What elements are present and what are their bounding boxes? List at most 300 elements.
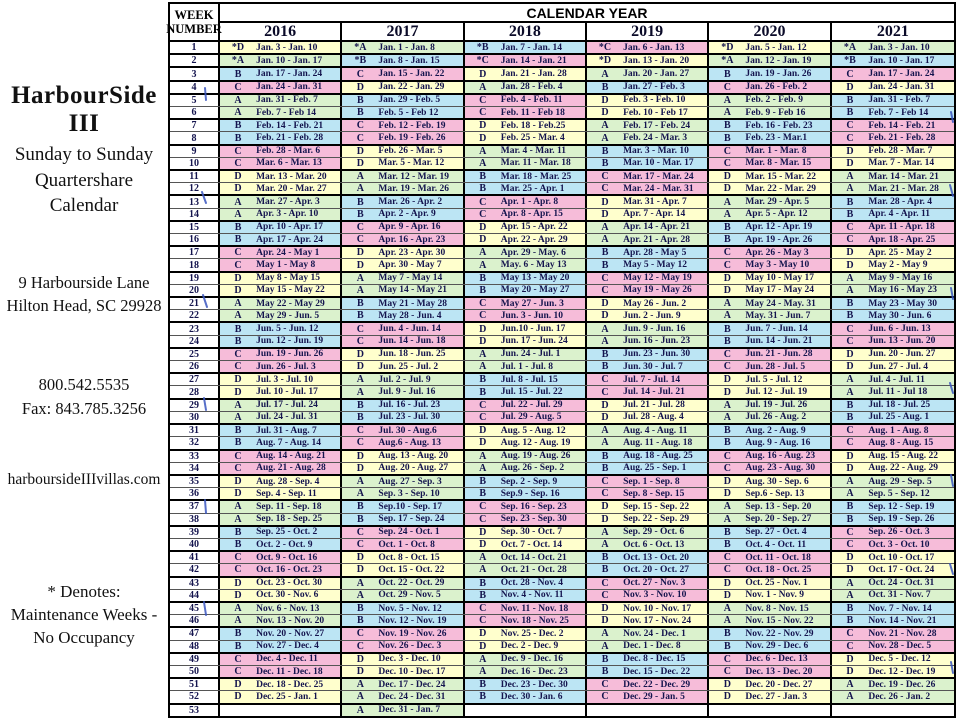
quarter-code: D — [479, 628, 487, 640]
quarter-cell — [709, 171, 831, 182]
week-dates: Mar. 25 - Apr. 1 — [500, 183, 565, 194]
calendar-subtitle: Sunday to Sunday Quartershare Calendar — [14, 144, 154, 217]
quarter-cell — [342, 603, 464, 614]
week-number: 14 — [170, 209, 220, 220]
quarter-code: C — [234, 666, 242, 678]
quarter-cell — [709, 628, 831, 639]
quarter-cell — [465, 514, 587, 525]
week-dates: Sep. 15 - Sep. 22 — [623, 501, 690, 512]
quarter-code: B — [357, 603, 364, 615]
quarter-cell — [465, 285, 587, 296]
week-dates: Apr. 5 - Apr. 12 — [745, 209, 808, 220]
quarter-code: D — [601, 208, 609, 220]
week-dates: Aug. 16 - Aug. 23 — [745, 451, 816, 462]
week-dates: Apr. 24 - May 1 — [256, 247, 320, 258]
quarter-code: D — [479, 323, 487, 335]
quarter-code: A — [356, 171, 364, 183]
quarter-code: D — [601, 399, 609, 411]
quarter-cell — [465, 654, 587, 665]
quarter-cell — [832, 196, 954, 207]
quarter-cell — [709, 400, 831, 411]
quarter-cell — [465, 132, 587, 143]
quarter-cell — [832, 628, 954, 639]
week-dates: Apr. 1 - Apr. 8 — [500, 197, 559, 208]
quarter-code: C — [234, 157, 242, 169]
week-dates: Oct. 10 - Oct. 17 — [868, 552, 935, 563]
quarter-code: B — [724, 68, 731, 80]
quarter-cell — [342, 578, 464, 589]
quarter-code: D — [846, 361, 854, 373]
week-dates: Jul. 23 - Jul. 30 — [378, 412, 441, 423]
quarter-code: C — [723, 81, 731, 93]
week-number: 49 — [170, 654, 220, 665]
week-number: 37 — [170, 501, 220, 512]
week-dates: Mar. 8 - Mar. 15 — [745, 158, 812, 169]
quarter-cell — [832, 336, 954, 347]
week-dates: Oct. 11 - Oct. 18 — [745, 552, 811, 563]
quarter-cell — [587, 349, 709, 360]
week-dates: Nov. 3 - Nov. 10 — [623, 590, 687, 601]
quarter-cell — [220, 603, 342, 614]
quarter-code: B — [479, 284, 487, 296]
week-dates: Dec. 16 - Dec. 23 — [500, 666, 568, 677]
quarter-cell — [465, 590, 587, 601]
week-dates: Oct. 27 - Nov. 3 — [623, 578, 686, 589]
quarter-code: A — [479, 145, 487, 157]
quarter-code: D — [234, 171, 242, 183]
week-dates: Jan. 12 - Jan. 19 — [745, 55, 812, 66]
week-dates: Sep. 12 - Sep. 19 — [868, 501, 935, 512]
week-row — [170, 120, 954, 132]
week-dates: Dec. 15 - Dec. 22 — [623, 666, 691, 677]
quarter-cell — [832, 234, 954, 245]
week-dates: Dec. 13 - Dec. 20 — [745, 666, 813, 677]
quarter-cell — [587, 501, 709, 512]
quarter-code: A — [234, 107, 242, 119]
quarter-code: C — [234, 145, 242, 157]
quarter-cell — [342, 361, 464, 372]
week-row — [170, 82, 954, 95]
week-dates: Nov. 24 - Dec. 1 — [623, 628, 686, 639]
quarter-code: D — [234, 386, 242, 398]
week-dates: Nov. 10 - Nov. 17 — [623, 603, 692, 614]
week-row — [170, 437, 954, 450]
quarter-cell — [587, 361, 709, 372]
week-dates: Apr. 8 - Apr. 15 — [500, 209, 563, 220]
quarter-cell — [465, 171, 587, 182]
quarter-code: D — [479, 132, 487, 144]
week-dates: Sep. 11 - Sep. 18 — [256, 501, 322, 512]
week-dates: Jul. 11 - Jul 18 — [868, 387, 928, 398]
quarter-code: A — [356, 374, 364, 386]
quarter-cell — [709, 196, 831, 207]
quarter-code: A — [356, 488, 364, 500]
quarter-code: D — [356, 462, 364, 474]
week-dates: Nov. 27 - Dec. 4 — [256, 641, 319, 652]
week-dates: Jan. 29 - Feb. 5 — [378, 95, 441, 106]
week-dates: Apr. 4 - Apr. 11 — [868, 209, 930, 220]
week-dates: Jul. 4 - Jul. 11 — [868, 374, 925, 385]
week-row — [170, 247, 954, 259]
quarter-cell — [342, 209, 464, 220]
quarter-cell — [342, 705, 464, 716]
week-dates: Jul. 22 - Jul. 29 — [500, 400, 563, 411]
week-dates: Sep. 30 - Oct. 7 — [500, 527, 562, 538]
quarter-cell — [587, 273, 709, 284]
week-row — [170, 641, 954, 654]
quarter-code: C — [846, 526, 854, 538]
quarter-code: C — [234, 247, 242, 259]
week-dates: Feb. 5 - Feb 12 — [378, 107, 439, 118]
quarter-cell — [220, 158, 342, 169]
quarter-code: B — [724, 640, 731, 652]
quarter-cell — [220, 183, 342, 194]
week-dates: Oct. 13 - Oct. 20 — [623, 552, 690, 563]
week-row — [170, 476, 954, 488]
week-dates: Nov. 15 - Nov. 22 — [745, 615, 814, 626]
week-number: 15 — [170, 222, 220, 233]
quarter-cell — [832, 451, 954, 462]
quarter-code: B — [601, 145, 609, 157]
week-row — [170, 539, 954, 552]
week-dates: Aug. 27 - Sep. 3 — [378, 476, 442, 487]
week-dates: Feb. 11 - Feb 18 — [500, 107, 565, 118]
quarter-code: B — [601, 81, 609, 93]
week-number: 9 — [170, 146, 220, 157]
quarter-cell — [709, 488, 831, 499]
week-dates: Nov. 20 - Nov. 27 — [256, 628, 325, 639]
quarter-code: C — [356, 539, 364, 551]
week-dates: Dec. 26 - Jan. 2 — [868, 691, 931, 702]
quarter-cell — [587, 183, 709, 194]
quarter-code: C — [356, 640, 364, 652]
week-number: 11 — [170, 171, 220, 182]
week-dates: Aug. 22 - Aug. 29 — [868, 463, 939, 474]
week-dates: Jan. 8 - Jan. 15 — [378, 55, 440, 66]
week-number: 40 — [170, 539, 220, 550]
quarter-cell — [342, 691, 464, 702]
quarter-code: B — [479, 272, 487, 284]
quarter-code: B — [479, 691, 487, 703]
week-dates: Aug. 23 - Aug. 30 — [745, 463, 816, 474]
quarter-code: C — [723, 564, 731, 576]
quarter-code: B — [846, 196, 854, 208]
week-row — [170, 196, 954, 208]
quarter-code: C — [479, 615, 487, 627]
quarter-code: C — [846, 628, 854, 640]
quarter-code: B — [846, 501, 854, 513]
contact-numbers — [0, 373, 168, 421]
quarter-code: D — [234, 679, 242, 691]
week-dates: May 1 - May 8 — [256, 260, 316, 271]
quarter-code: D — [234, 374, 242, 386]
quarter-cell — [342, 539, 464, 550]
quarter-code: D — [723, 272, 731, 284]
quarter-code: D — [846, 450, 854, 462]
quarter-cell — [587, 259, 709, 270]
quarter-cell — [587, 107, 709, 118]
week-number: 3 — [170, 68, 220, 79]
quarter-code: B — [479, 589, 487, 601]
quarter-code: B — [846, 208, 854, 220]
quarter-cell — [832, 374, 954, 385]
quarter-cell — [342, 55, 464, 66]
week-dates: Mar. 13 - Mar. 20 — [256, 171, 327, 182]
quarter-code: D — [356, 145, 364, 157]
quarter-code: C — [601, 374, 609, 386]
quarter-code: A — [723, 615, 731, 627]
week-number: 32 — [170, 437, 220, 448]
quarter-cell — [832, 603, 954, 614]
quarter-code: *C — [598, 42, 612, 54]
quarter-code: A — [723, 208, 731, 220]
week-number: 47 — [170, 628, 220, 639]
week-number: 28 — [170, 386, 220, 397]
week-dates: Dec. 6 - Dec. 13 — [745, 654, 808, 665]
quarter-code: B — [846, 94, 854, 106]
quarter-code: B — [357, 411, 364, 423]
quarter-cell — [220, 400, 342, 411]
quarter-code: A — [601, 526, 609, 538]
quarter-code: C — [723, 361, 731, 373]
quarter-cell — [832, 259, 954, 270]
quarter-cell — [587, 234, 709, 245]
quarter-cell — [342, 437, 464, 448]
quarter-cell — [587, 654, 709, 665]
quarter-code: D — [723, 679, 731, 691]
quarter-cell — [465, 666, 587, 677]
quarter-code: A — [234, 603, 242, 615]
quarter-code: A — [479, 81, 487, 93]
quarter-code: C — [601, 488, 609, 500]
quarter-cell — [832, 425, 954, 436]
week-dates: Jul. 12 - Jul. 19 — [745, 387, 808, 398]
week-dates: Mar. 18 - Mar. 25 — [500, 171, 572, 182]
week-dates: Sep.10 - Sep. 17 — [378, 501, 443, 512]
week-dates: Aug. 7 - Aug. 14 — [256, 437, 322, 448]
quarter-code: C — [846, 68, 854, 80]
week-row — [170, 386, 954, 399]
quarter-code: B — [479, 488, 487, 500]
quarter-code: B — [601, 462, 609, 474]
week-dates: Oct. 24 - Oct. 31 — [868, 578, 935, 589]
week-dates: Jan. 31 - Feb. 7 — [868, 95, 931, 106]
quarter-cell — [587, 209, 709, 220]
quarter-code: D — [723, 183, 731, 195]
quarter-cell — [709, 222, 831, 233]
quarter-cell — [465, 120, 587, 131]
week-row — [170, 578, 954, 590]
quarter-cell — [709, 451, 831, 462]
quarter-code: B — [846, 107, 854, 119]
week-dates: Jan. 10 - Jan. 17 — [868, 55, 935, 66]
week-number: 52 — [170, 691, 220, 702]
week-number: 30 — [170, 412, 220, 423]
quarter-cell — [832, 615, 954, 626]
quarter-cell — [342, 285, 464, 296]
quarter-code: D — [356, 259, 364, 271]
quarter-code: B — [601, 653, 609, 665]
week-dates: Dec. 31 - Jan. 7 — [378, 705, 441, 716]
quarter-cell — [832, 437, 954, 448]
quarter-code: A — [479, 361, 487, 373]
week-dates: May 9 - May 16 — [868, 273, 933, 284]
quarter-cell — [832, 285, 954, 296]
week-dates: Apr. 17 - Apr. 24 — [256, 234, 323, 245]
quarter-cell — [465, 578, 587, 589]
quarter-cell — [342, 641, 464, 652]
week-row — [170, 691, 954, 704]
quarter-cell — [832, 323, 954, 334]
quarter-cell — [587, 222, 709, 233]
quarter-cell — [832, 310, 954, 321]
quarter-cell — [709, 82, 831, 93]
quarter-code: B — [479, 171, 487, 183]
quarter-code: C — [846, 234, 854, 246]
quarter-cell — [220, 349, 342, 360]
quarter-cell — [342, 386, 464, 397]
quarter-code: A — [479, 259, 487, 271]
week-dates: Jul. 15 - Jul. 22 — [500, 387, 563, 398]
quarter-cell — [220, 82, 342, 93]
week-dates: Nov. 26 - Dec. 3 — [378, 641, 442, 652]
quarter-code: C — [234, 259, 242, 271]
quarter-cell — [587, 336, 709, 347]
quarter-code: A — [601, 68, 609, 80]
week-dates: Aug. 8 - Aug. 15 — [868, 437, 934, 448]
week-dates: Oct. 30 - Nov. 6 — [256, 590, 319, 601]
quarter-cell — [465, 488, 587, 499]
quarter-code: B — [234, 323, 242, 335]
week-row — [170, 412, 954, 425]
quarter-code: A — [601, 640, 609, 652]
quarter-cell — [220, 514, 342, 525]
quarter-cell — [465, 527, 587, 538]
quarter-code: C — [846, 425, 854, 437]
week-number: 51 — [170, 679, 220, 690]
week-dates: Mar. 6 - Mar. 13 — [256, 158, 322, 169]
quarter-cell — [342, 527, 464, 538]
quarter-code: C — [601, 589, 609, 601]
week-dates: Apr. 21 - Apr. 28 — [623, 234, 690, 245]
quarter-code: B — [357, 310, 364, 322]
quarter-cell — [587, 578, 709, 589]
week-dates: Feb. 18 - Feb.25 — [500, 120, 566, 131]
quarter-cell — [587, 68, 709, 79]
week-dates: Feb. 7 - Feb 14 — [868, 107, 929, 118]
quarter-code: D — [723, 488, 731, 500]
week-dates: Dec. 19 - Dec. 26 — [868, 679, 936, 690]
quarter-cell — [220, 259, 342, 270]
quarter-code: B — [846, 310, 854, 322]
week-number: 5 — [170, 95, 220, 106]
quarter-cell — [709, 666, 831, 677]
week-dates: Feb. 9 - Feb 16 — [745, 107, 806, 118]
week-number: 31 — [170, 425, 220, 436]
quarter-cell — [220, 501, 342, 512]
quarter-code: C — [723, 450, 731, 462]
quarter-code: C — [234, 552, 242, 564]
week-dates: Oct. 15 - Oct. 22 — [378, 564, 445, 575]
quarter-code: A — [846, 488, 854, 500]
quarter-code: A — [846, 284, 854, 296]
week-dates: Mar. 24 - Mar. 31 — [623, 183, 694, 194]
quarter-cell — [832, 564, 954, 575]
quarter-cell — [342, 374, 464, 385]
week-dates: Nov. 14 - Nov. 21 — [868, 615, 937, 626]
week-dates: Dec. 9 - Dec. 16 — [500, 654, 564, 665]
quarter-cell — [465, 679, 587, 690]
week-row — [170, 488, 954, 501]
quarter-cell — [587, 310, 709, 321]
week-dates: Aug. 11 - Aug. 18 — [623, 437, 693, 448]
week-dates: Sep. 18 - Sep. 25 — [256, 514, 323, 525]
quarter-code: A — [356, 704, 364, 716]
quarter-code: B — [846, 615, 854, 627]
quarter-code: B — [601, 666, 609, 678]
week-dates: Feb. 4 - Feb. 11 — [500, 95, 563, 106]
quarter-code: D — [846, 157, 854, 169]
property-title: HarbourSide III — [11, 82, 157, 137]
week-number: 34 — [170, 463, 220, 474]
week-dates: Sep. 20 - Sep. 27 — [745, 514, 812, 525]
quarter-cell — [220, 107, 342, 118]
week-dates: Jul. 21 - Jul. 28 — [623, 400, 685, 411]
week-dates: Sep. 25 - Oct. 2 — [256, 527, 318, 538]
week-dates: Mar. 17 - Mar. 24 — [623, 171, 694, 182]
week-dates: Jan. 13 - Jan. 20 — [623, 55, 690, 66]
quarter-code: B — [234, 335, 242, 347]
quarter-code: B — [846, 411, 854, 423]
week-dates: Jan. 15 - Jan. 22 — [378, 69, 445, 79]
week-dates: Jan. 28 - Feb. 4 — [500, 82, 563, 93]
week-dates: Aug. 29 - Sep. 5 — [868, 476, 932, 487]
quarter-cell — [709, 107, 831, 118]
quarter-cell — [587, 590, 709, 601]
quarter-cell — [342, 183, 464, 194]
quarter-code: A — [846, 171, 854, 183]
quarter-code: D — [234, 589, 242, 601]
week-dates: Jun. 5 - Jun. 12 — [256, 324, 319, 335]
week-row — [170, 361, 954, 374]
quarter-cell — [709, 259, 831, 270]
week-number: 20 — [170, 285, 220, 296]
quarter-cell — [709, 476, 831, 487]
property-address: 9 Harbourside Lane Hilton Head, SC 29928 — [6, 272, 162, 316]
week-dates: May 24 - May. 31 — [745, 298, 816, 309]
quarter-code: C — [479, 94, 487, 106]
week-dates: Jun. 3 - Jun. 10 — [500, 310, 564, 321]
week-number: 17 — [170, 247, 220, 258]
quarter-code: A — [479, 564, 487, 576]
week-dates: Aug. 14 - Aug. 21 — [256, 451, 326, 462]
week-dates: May 30 - Jun. 6 — [868, 310, 932, 321]
quarter-code: A — [234, 399, 242, 411]
quarter-code: C — [234, 81, 242, 93]
quarter-cell — [342, 42, 464, 53]
quarter-cell — [832, 691, 954, 702]
quarter-code: B — [234, 437, 242, 449]
quarter-code: C — [723, 259, 731, 271]
quarter-code: D — [356, 653, 364, 665]
quarter-cell — [220, 425, 342, 436]
week-number: 8 — [170, 132, 220, 143]
week-dates: Sep.9 - Sep. 16 — [500, 488, 560, 499]
quarter-cell — [587, 158, 709, 169]
week-dates: Aug. 30 - Sep. 6 — [745, 476, 809, 487]
week-number: 1 — [170, 42, 220, 53]
week-dates: Jan. 24 - Jan. 31 — [868, 82, 935, 93]
